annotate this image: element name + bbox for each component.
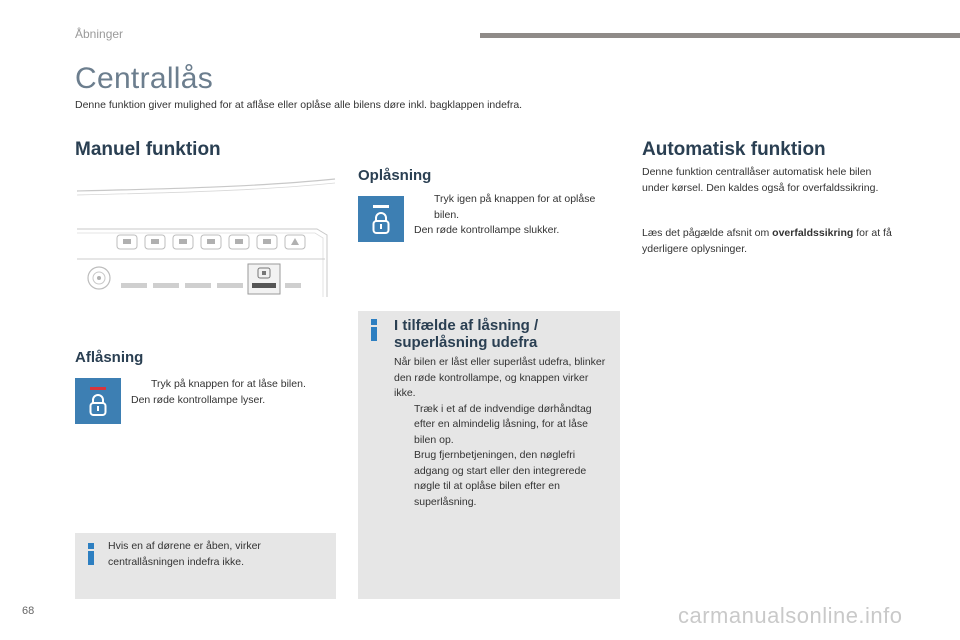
bullet-text: Brug fjernbetjeningen, den nøglefri adgang og start eller den integrerede nøgle til at oplåse bilen efter en superlåsning. (414, 449, 587, 508)
header-bar (480, 33, 960, 38)
automatic-heading: Automatisk funktion (642, 139, 826, 160)
bullet-item (414, 192, 596, 223)
padlock-icon (372, 212, 390, 234)
bullet-mark (131, 377, 151, 393)
bullet-mark (394, 402, 414, 449)
tip-text: Hvis en af dørene er åben, virker centrallåsningen indefra ikke. (108, 540, 261, 568)
page-title: Centrallås (75, 62, 214, 95)
watermark: carmanualsonline.info (678, 603, 903, 628)
see-prefix: Læs det pågælde afsnit om (642, 227, 773, 239)
automatic-text: Denne funktion centrallåser automatisk hele bilen under kørsel. Den kaldes også for overfaldssikring. (642, 166, 879, 194)
locking-heading: Aflåsning (75, 349, 144, 366)
lock-led-on (90, 387, 106, 390)
bullet-mark (414, 192, 434, 223)
section-label: Åbninger (75, 27, 124, 41)
info-icon (370, 319, 378, 341)
superlock-heading: I tilfælde af låsning / superlåsning udefra (394, 317, 539, 351)
bullet-item (394, 402, 612, 449)
lock-button[interactable] (75, 378, 121, 424)
locking-note: Den røde kontrollampe lyser. (131, 393, 266, 406)
tip-box (75, 533, 336, 599)
automatic-see-also (642, 226, 900, 257)
page-number: 68 (22, 605, 35, 617)
unlocking-heading: Oplåsning (358, 167, 432, 184)
see-bold-term: overfaldssikring (772, 227, 854, 239)
superlock-box (358, 311, 620, 599)
unlock-led-off (373, 205, 389, 208)
see-suffix: for at få yderligere oplysninger. (642, 227, 892, 255)
bullet-item (394, 448, 612, 510)
bullet-text: Tryk på knappen for at låse bilen. (151, 378, 306, 390)
dashboard-panel-illustration (75, 175, 337, 300)
bullet-text: Tryk igen på knappen for at oplåse bilen. (434, 193, 596, 221)
info-icon (87, 543, 95, 565)
padlock-icon (89, 394, 107, 416)
bullet-text: Træk i et af de indvendige dørhåndtag efter en almindelig låsning, for at låse bilen op. (414, 402, 592, 446)
superlock-text: Når bilen er låst eller superlåst udefra, blinker den røde kontrollampe, og knappen virker ikke. (394, 356, 606, 399)
manual-heading: Manuel funktion (75, 139, 221, 160)
unlock-button[interactable] (358, 196, 404, 242)
intro-text: Denne funktion giver mulighed for at aflåse eller oplåse alle bilens døre inkl. bagklappen indefra. (75, 99, 523, 111)
bullet-item (131, 377, 341, 393)
bullet-mark (394, 448, 414, 510)
locking-instructions (131, 377, 341, 408)
superlock-body (394, 355, 612, 510)
unlocking-note: Den røde kontrollampe slukker. (414, 224, 560, 236)
unlocking-instructions (414, 192, 596, 239)
